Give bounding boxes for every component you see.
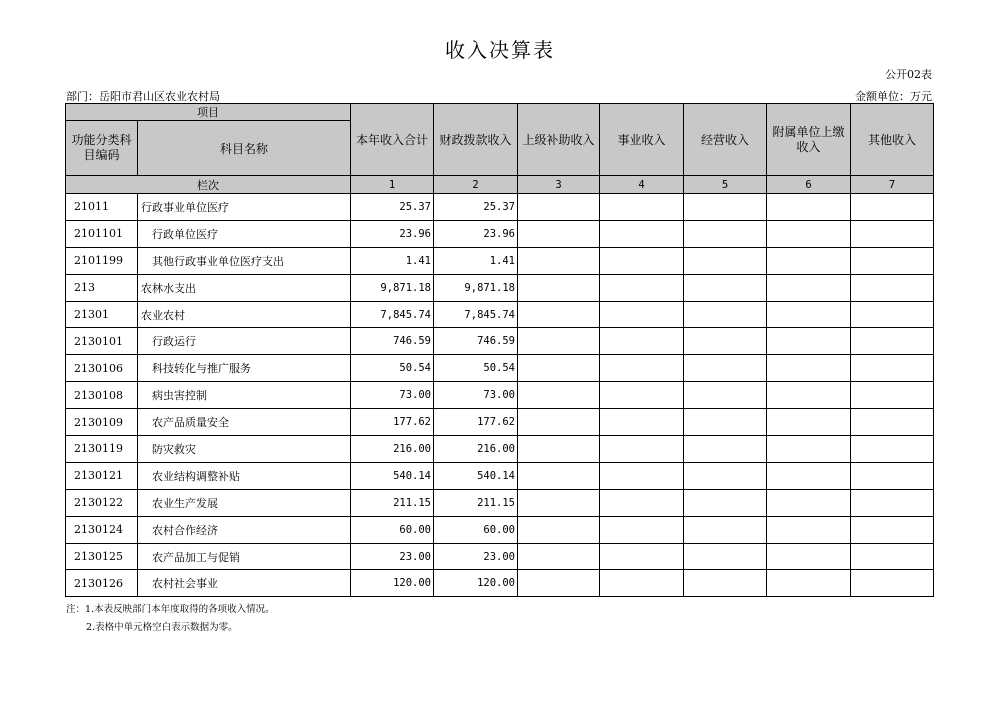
- cell-subject-name: 农林水支出: [138, 274, 351, 301]
- cell-operating: [684, 220, 767, 247]
- cell-subject-name: 行政事业单位医疗: [138, 194, 351, 221]
- cell-subject-name: 农产品加工与促销: [138, 543, 351, 570]
- cell-code: 2130106: [66, 355, 138, 382]
- cell-superior: [518, 516, 600, 543]
- cell-fiscal: 120.00: [434, 570, 518, 597]
- header-item: 项目: [66, 104, 351, 121]
- cell-affiliated: [767, 355, 851, 382]
- cell-affiliated: [767, 382, 851, 409]
- cell-other: [851, 220, 934, 247]
- cell-total: 746.59: [351, 328, 434, 355]
- cell-subject-name: 农业生产发展: [138, 489, 351, 516]
- cell-operating: [684, 489, 767, 516]
- cell-total: 25.37: [351, 194, 434, 221]
- cell-total: 23.96: [351, 220, 434, 247]
- cell-fiscal: 9,871.18: [434, 274, 518, 301]
- table-row: [66, 194, 934, 221]
- cell-code: 2130126: [66, 570, 138, 597]
- column-number: 7: [851, 176, 934, 194]
- cell-total: 9,871.18: [351, 274, 434, 301]
- cell-code: 21011: [66, 194, 138, 221]
- cell-code: 21301: [66, 301, 138, 328]
- cell-subject-name: 农业农村: [138, 301, 351, 328]
- header-superior: 上级补助收入: [518, 104, 600, 176]
- cell-subject-name: 农业结构调整补贴: [138, 462, 351, 489]
- header-operating: 经营收入: [684, 104, 767, 176]
- cell-operating: [684, 570, 767, 597]
- header-subject-name: 科目名称: [138, 121, 351, 176]
- cell-other: [851, 543, 934, 570]
- cell-operating: [684, 247, 767, 274]
- cell-business: [600, 220, 684, 247]
- cell-total: 211.15: [351, 489, 434, 516]
- cell-superior: [518, 328, 600, 355]
- cell-affiliated: [767, 220, 851, 247]
- cell-code: 2130121: [66, 462, 138, 489]
- cell-other: [851, 328, 934, 355]
- cell-other: [851, 194, 934, 221]
- cell-other: [851, 301, 934, 328]
- cell-total: 23.00: [351, 543, 434, 570]
- cell-business: [600, 247, 684, 274]
- cell-superior: [518, 194, 600, 221]
- cell-operating: [684, 382, 767, 409]
- cell-code: 2130109: [66, 409, 138, 436]
- cell-operating: [684, 462, 767, 489]
- cell-fiscal: 23.96: [434, 220, 518, 247]
- cell-total: 120.00: [351, 570, 434, 597]
- cell-code: 2130108: [66, 382, 138, 409]
- table-row: [66, 489, 934, 516]
- cell-operating: [684, 436, 767, 463]
- cell-subject-name: 农村合作经济: [138, 516, 351, 543]
- cell-business: [600, 194, 684, 221]
- cell-code: 2101101: [66, 220, 138, 247]
- table-row: [66, 409, 934, 436]
- cell-business: [600, 328, 684, 355]
- cell-total: 1.41: [351, 247, 434, 274]
- cell-fiscal: 50.54: [434, 355, 518, 382]
- cell-affiliated: [767, 462, 851, 489]
- cell-code: 2101199: [66, 247, 138, 274]
- cell-fiscal: 7,845.74: [434, 301, 518, 328]
- cell-business: [600, 382, 684, 409]
- cell-superior: [518, 247, 600, 274]
- table-row: [66, 247, 934, 274]
- cell-superior: [518, 436, 600, 463]
- cell-operating: [684, 543, 767, 570]
- header-fiscal: 财政拨款收入: [434, 104, 518, 176]
- cell-fiscal: 25.37: [434, 194, 518, 221]
- cell-subject-name: 行政运行: [138, 328, 351, 355]
- table-row: [66, 328, 934, 355]
- table-row: [66, 382, 934, 409]
- column-number: 4: [600, 176, 684, 194]
- cell-fiscal: 540.14: [434, 462, 518, 489]
- cell-superior: [518, 570, 600, 597]
- cell-other: [851, 355, 934, 382]
- cell-total: 540.14: [351, 462, 434, 489]
- column-number: 6: [767, 176, 851, 194]
- header-other: 其他收入: [851, 104, 934, 176]
- cell-business: [600, 301, 684, 328]
- cell-business: [600, 355, 684, 382]
- cell-other: [851, 516, 934, 543]
- table-row: [66, 462, 934, 489]
- column-number: 5: [684, 176, 767, 194]
- cell-business: [600, 516, 684, 543]
- table-row: [66, 220, 934, 247]
- column-number: 3: [518, 176, 600, 194]
- cell-other: [851, 274, 934, 301]
- cell-total: 7,845.74: [351, 301, 434, 328]
- header-affiliated: 附属单位上缴收入: [767, 104, 851, 176]
- cell-other: [851, 247, 934, 274]
- cell-superior: [518, 462, 600, 489]
- cell-fiscal: 746.59: [434, 328, 518, 355]
- cell-superior: [518, 220, 600, 247]
- table-row: [66, 516, 934, 543]
- department-label: 部门：岳阳市君山区农业农村局: [66, 90, 220, 103]
- cell-fiscal: 1.41: [434, 247, 518, 274]
- cell-total: 216.00: [351, 436, 434, 463]
- cell-operating: [684, 194, 767, 221]
- cell-business: [600, 462, 684, 489]
- note-2: 2.表格中单元格空白表示数据为零。: [86, 622, 238, 633]
- cell-affiliated: [767, 301, 851, 328]
- column-number: 1: [351, 176, 434, 194]
- cell-superior: [518, 489, 600, 516]
- cell-fiscal: 211.15: [434, 489, 518, 516]
- cell-other: [851, 409, 934, 436]
- cell-superior: [518, 543, 600, 570]
- cell-business: [600, 409, 684, 436]
- cell-affiliated: [767, 247, 851, 274]
- cell-total: 73.00: [351, 382, 434, 409]
- cell-fiscal: 60.00: [434, 516, 518, 543]
- cell-other: [851, 382, 934, 409]
- cell-total: 60.00: [351, 516, 434, 543]
- cell-fiscal: 23.00: [434, 543, 518, 570]
- cell-affiliated: [767, 543, 851, 570]
- table-row: [66, 355, 934, 382]
- table-row: [66, 301, 934, 328]
- cell-code: 2130101: [66, 328, 138, 355]
- table-row: [66, 274, 934, 301]
- cell-subject-name: 行政单位医疗: [138, 220, 351, 247]
- header-func-code: 功能分类科目编码: [66, 121, 138, 176]
- cell-affiliated: [767, 570, 851, 597]
- cell-subject-name: 农村社会事业: [138, 570, 351, 597]
- amount-unit-label: 金额单位：万元: [855, 90, 932, 103]
- header-total: 本年收入合计: [351, 104, 434, 176]
- table-row: [66, 436, 934, 463]
- cell-superior: [518, 382, 600, 409]
- cell-subject-name: 农产品质量安全: [138, 409, 351, 436]
- cell-affiliated: [767, 436, 851, 463]
- cell-fiscal: 73.00: [434, 382, 518, 409]
- cell-code: 2130122: [66, 489, 138, 516]
- cell-superior: [518, 409, 600, 436]
- cell-business: [600, 274, 684, 301]
- cell-affiliated: [767, 409, 851, 436]
- cell-business: [600, 489, 684, 516]
- cell-operating: [684, 516, 767, 543]
- cell-fiscal: 177.62: [434, 409, 518, 436]
- cell-operating: [684, 409, 767, 436]
- cell-business: [600, 436, 684, 463]
- form-number: 公开02表: [885, 68, 932, 81]
- cell-other: [851, 570, 934, 597]
- cell-fiscal: 216.00: [434, 436, 518, 463]
- cell-affiliated: [767, 489, 851, 516]
- cell-total: 50.54: [351, 355, 434, 382]
- table-row: [66, 543, 934, 570]
- cell-subject-name: 病虫害控制: [138, 382, 351, 409]
- header-business: 事业收入: [600, 104, 684, 176]
- table-row: [66, 570, 934, 597]
- cell-operating: [684, 328, 767, 355]
- notes: [66, 601, 275, 637]
- page-title: 收入决算表: [445, 38, 555, 62]
- cell-other: [851, 489, 934, 516]
- cell-superior: [518, 274, 600, 301]
- cell-subject-name: 其他行政事业单位医疗支出: [138, 247, 351, 274]
- column-number: 2: [434, 176, 518, 194]
- note-1: 注：1.本表反映部门本年度取得的各项收入情况。: [66, 604, 275, 615]
- cell-superior: [518, 301, 600, 328]
- cell-code: 2130125: [66, 543, 138, 570]
- cell-operating: [684, 355, 767, 382]
- cell-business: [600, 570, 684, 597]
- column-row-label: 栏次: [66, 176, 351, 194]
- cell-superior: [518, 355, 600, 382]
- cell-other: [851, 462, 934, 489]
- cell-operating: [684, 301, 767, 328]
- cell-code: 213: [66, 274, 138, 301]
- cell-total: 177.62: [351, 409, 434, 436]
- income-table: [65, 103, 934, 597]
- cell-other: [851, 436, 934, 463]
- cell-affiliated: [767, 274, 851, 301]
- cell-code: 2130119: [66, 436, 138, 463]
- cell-code: 2130124: [66, 516, 138, 543]
- cell-affiliated: [767, 516, 851, 543]
- cell-subject-name: 防灾救灾: [138, 436, 351, 463]
- cell-affiliated: [767, 328, 851, 355]
- cell-subject-name: 科技转化与推广服务: [138, 355, 351, 382]
- cell-business: [600, 543, 684, 570]
- cell-affiliated: [767, 194, 851, 221]
- cell-operating: [684, 274, 767, 301]
